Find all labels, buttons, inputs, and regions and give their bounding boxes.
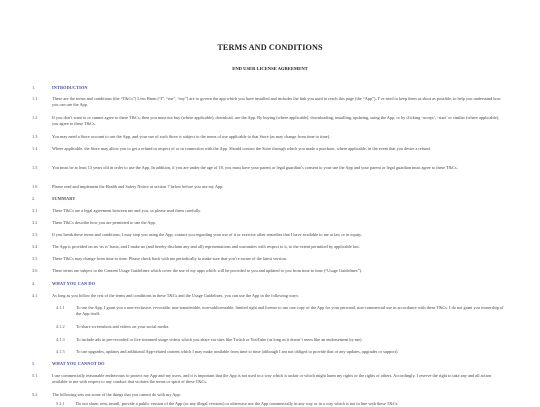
section-heading: WHAT YOU CAN DO: [52, 281, 96, 286]
clause-text: You must be at least 13 years old in order to use the App. In addition, if you are under the age of 18, you must have your parent or legal guardian’s consent to your use the App and your parent or legal guardian must agree to these T&Cs.: [52, 165, 458, 170]
clause-number: 5.2: [32, 392, 38, 397]
clause-text: As long as you follow the rest of the terms and conditions in these T&Cs and the Usage Guidelines, you can use the App in the following ways:: [52, 293, 299, 298]
section-number: 2.: [32, 196, 36, 201]
clause-number: 3.2: [32, 220, 38, 225]
section-number: 1.: [32, 85, 36, 90]
clause-text: These T&Cs are a legal agreement between me and you, so please read them carefully.: [52, 208, 202, 213]
clause-text: Do not share, rent, install, provide a public version of the App (or any illegal versions) or otherwise use the App commercially in any way or in a way which is not in line with these T&Cs.: [76, 401, 399, 406]
clause-text: To include ads in pre-recorded or live streamed usage videos which you share via sites like Twitch or YouTube (as long as it doesn’t seem like an endorsement by me).: [76, 337, 363, 342]
clause-text: If you break these terms and conditions, I may stop you using the App, contact you regarding your use of it or exercise other remedies that I have available to me at law or in equity.: [52, 232, 362, 237]
clause-text: I use commercially reasonable endeavours to protect my App and my users, and it is important that the App is not used in a way which is unfair or which might harm my rights or the rights of others. Accordingly, I reserve the right to take any and all action available to me with respect to any conduct that violates the terms or spirit of these T&Cs.: [52, 373, 492, 384]
clause-number: 1.1: [32, 96, 38, 101]
clause-text: Please read and implement the Health and Safety Notice at section 7 below before you use my App.: [52, 184, 224, 189]
clause-number: 4.1: [32, 293, 38, 298]
clause-number: 1.6: [32, 184, 38, 189]
clause-number: 1.3: [32, 134, 38, 139]
clause-number: 3.6: [32, 268, 38, 273]
clause-text: The following sets out some of the things that you cannot do with my App:: [52, 392, 181, 397]
clause-number: 4.1.2: [56, 324, 65, 329]
clause-number: 3.5: [32, 256, 38, 261]
clause-text: These terms are subject to the Content Usage Guidelines which cover the use of my apps which will be provided to you and updated to you from time to time (“Usage Guidelines”).: [52, 268, 363, 273]
clause-text: To use upgrades, updates and additional App-related content which I may make available from time to time (although I am not obliged to provide that or any updates, upgrades or support).: [76, 349, 399, 354]
section-heading: WHAT YOU CANNOT DO: [52, 361, 105, 366]
clause-number: 5.2.1: [56, 401, 65, 406]
clause-number: 1.5: [32, 165, 38, 170]
clause-text: To share screenshots and videos on your social media.: [76, 324, 170, 329]
clause-text: The App is provided on an ‘as is’ basis, and I make no (and hereby disclaim any and all) representations and warranties with respect to it, to the extent permitted by applicable law.: [52, 244, 360, 249]
page-title: TERMS AND CONDITIONS: [217, 43, 323, 52]
clause-text: These are the terms and conditions (the “T&Cs”) Lvm Hmm (“I”, “me”, “my”) are to govern the app which you have installed and includes the link you used to reach this page (the “App”). I’ve tried to keep them as short as possible, to help you understand how you can use the App.: [52, 96, 501, 107]
section-number: 4.: [32, 281, 36, 286]
clause-number: 5.1: [32, 373, 38, 378]
clause-number: 1.2: [32, 115, 38, 120]
clause-number: 4.1.5: [56, 349, 65, 354]
clause-number: 3.3: [32, 232, 38, 237]
clause-number: 3.4: [32, 244, 38, 249]
section-heading: SUMMARY: [52, 196, 76, 201]
clause-text: To use the App. I grant you a non-exclusive, revocable, non-transferable, non-sublicensable, limited right and license to use one copy of the App for your personal, non-commercial use in accordance with these T&Cs. I do not grant you ownership of the App itself.: [76, 305, 504, 316]
clause-text: These T&Cs may change from time to time. Please check back with me periodically to make sure that you’re aware of the latest version.: [52, 256, 287, 261]
clause-text: These T&Cs describe how you are permitted to use the App.: [52, 220, 156, 225]
clause-number: 4.1.3: [56, 337, 65, 342]
clause-text: If you don’t want to or cannot agree to these T&Cs, then you must not buy (where applicable), download, use the App. By buying (where applicable), downloading, installing, updating, using the App, or by clicking ‘accept’, ‘start’ or similar (where applicable), you agree to these T&Cs.: [52, 115, 500, 126]
section-number: 5.: [32, 361, 36, 366]
clause-number: 3.1: [32, 208, 38, 213]
page-subtitle: END USER LICENSE AGREEMENT: [232, 66, 308, 71]
clause-number: 4.1.1: [56, 305, 65, 310]
clause-text: You may need a Store account to use the App, and your use of such Store is subject to the terms of use applicable to that Store (as may change from time to time).: [52, 134, 331, 139]
clause-number: 1.4: [32, 146, 38, 151]
section-heading: INTRODUCTION: [52, 85, 88, 90]
clause-text: Where applicable, the Store may allow you to get a refund in respect of or in connection with the App. Should contact the Store through which you made a purchase, where applicable, in the event that you desire a refund.: [52, 146, 431, 151]
